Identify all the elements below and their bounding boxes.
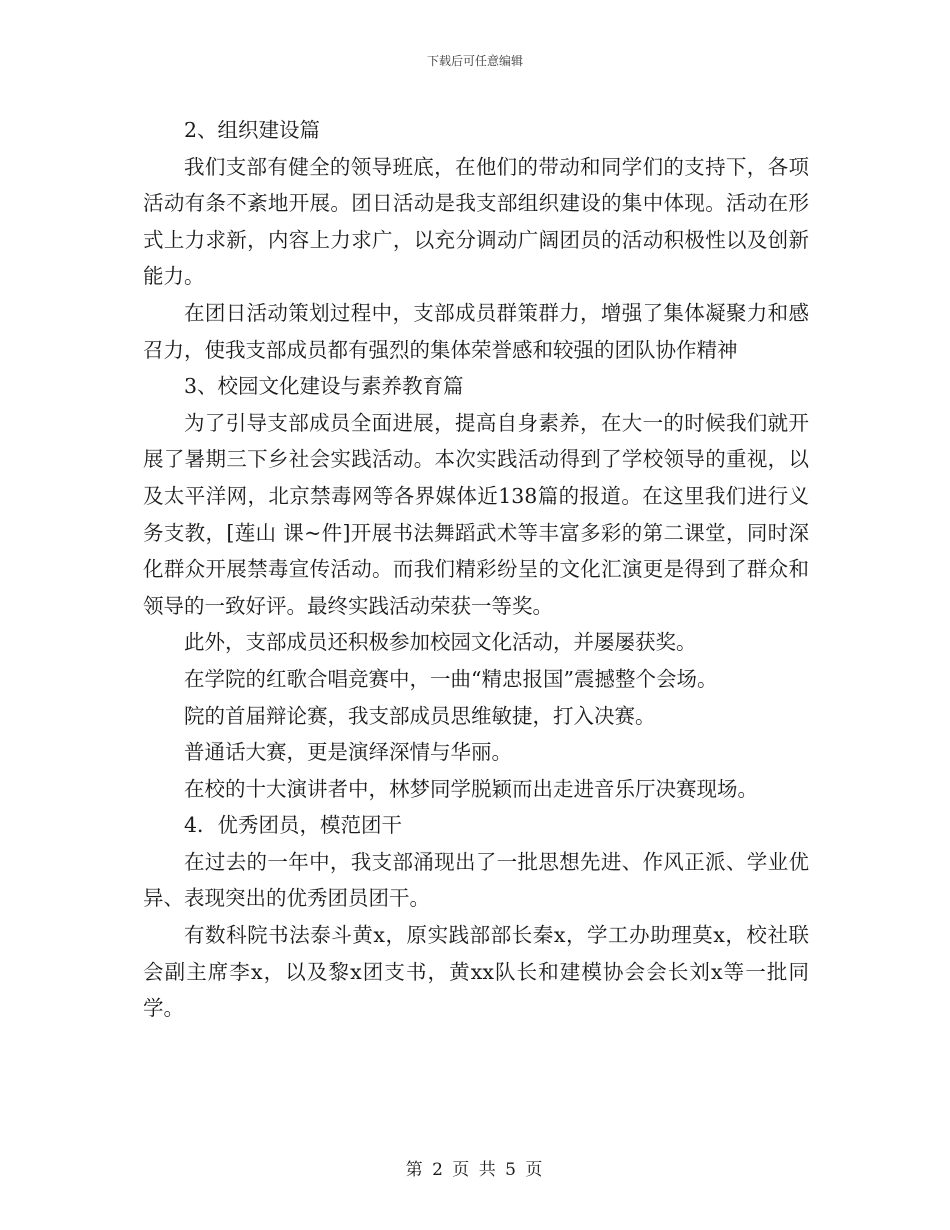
section-heading-campus-culture: 3、校园文化建设与素养教育篇 bbox=[184, 374, 464, 399]
page-header: 下载后可任意编辑 bbox=[426, 54, 523, 68]
body-paragraph: 在学院的红歌合唱竞赛中，一曲“精忠报国”震撼整个会场。 bbox=[184, 666, 718, 691]
body-paragraph: 在团日活动策划过程中，支部成员群策群力，增强了集体凝聚力和感召力，使我支部成员都有强烈的集体荣誉感和较强的团队协作精神 bbox=[143, 300, 809, 362]
body-paragraph: 普通话大赛，更是演绎深情与华丽。 bbox=[184, 740, 512, 765]
section-heading-organization: 2、组织建设篇 bbox=[184, 118, 321, 142]
page-footer: 第 2 页 共 5 页 bbox=[405, 1160, 545, 1180]
body-paragraph: 我们支部有健全的领导班底，在他们的带动和同学们的支持下，各项活动有条不紊地开展。团日活动是我支部组织建设的集中体现。活动在形式上力求新，内容上力求广，以充分调动广阔团员的活动积极性以及创新能力。 bbox=[143, 154, 809, 289]
body-paragraph: 此外，支部成员还积极参加校园文化活动，并屡屡获奖。 bbox=[184, 630, 697, 655]
body-paragraph: 在校的十大演讲者中，林梦同学脱颖而出走进音乐厅决赛现场。 bbox=[184, 776, 758, 801]
document-body bbox=[143, 112, 809, 1027]
body-paragraph: 在过去的一年中，我支部涌现出了一批思想先进、作风正派、学业优异、表现突出的优秀团员团干。 bbox=[143, 849, 809, 911]
section-heading-excellent-members: 4．优秀团员，模范团干 bbox=[184, 813, 403, 838]
body-paragraph: 为了引导支部成员全面进展，提高自身素养，在大一的时候我们就开展了暑期三下乡社会实践活动。本次实践活动得到了学校领导的重视，以及太平洋网，北京禁毒网等各界媒体近138篇的报道。在这里我们进行义务支教，[莲山 课~件]开展书法舞蹈武术等丰富多彩的第二课堂，同时深化群众开展禁毒宣传活动。而我们精彩纷呈的文化汇演更是得到了群众和领导的一致好评。最终实践活动荣获一等奖。 bbox=[143, 410, 809, 618]
body-paragraph: 有数科院书法泰斗黄x，原实践部部长秦x，学工办助理莫x，校社联会副主席李x，以及黎x团支书，黄xx队长和建模协会会长刘x等一批同学。 bbox=[143, 923, 809, 1021]
body-paragraph: 院的首届辩论赛，我支部成员思维敏捷，打入决赛。 bbox=[184, 703, 656, 728]
